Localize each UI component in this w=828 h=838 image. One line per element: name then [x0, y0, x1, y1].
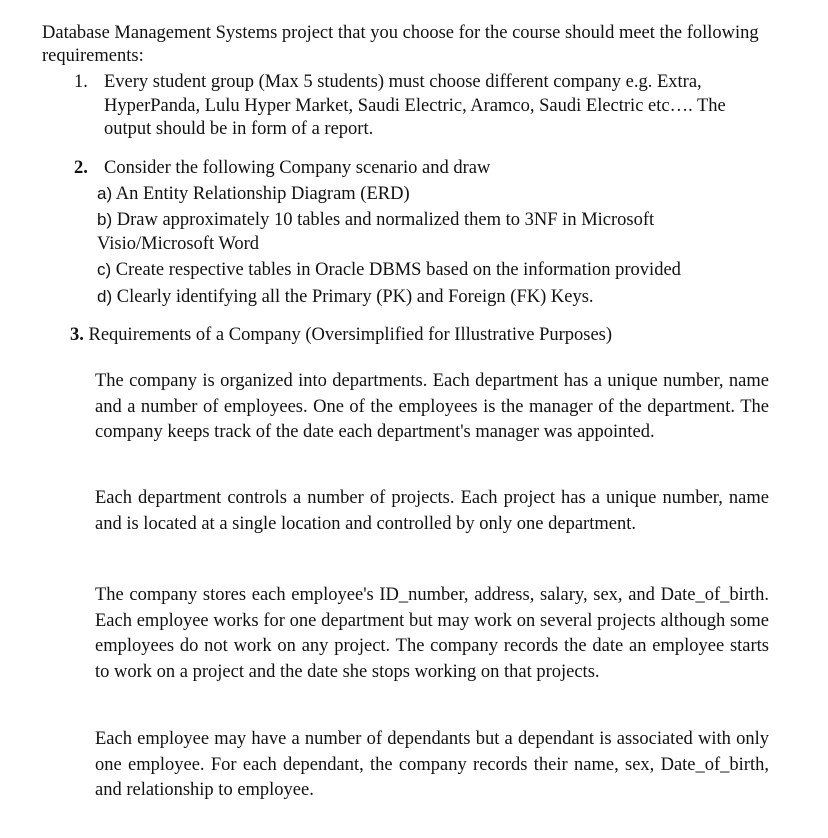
sub-item-a: [97, 182, 757, 206]
sub-item-c: [97, 258, 757, 282]
requirement-3-number: 3.: [70, 325, 84, 345]
scenario-paragraph-employees: The company stores each employee's ID_number, address, salary, sex, and Date_of_birth. Each employee works for one department but may work on several projects although some employees do not work on any project. The company records the date an employee starts to work on a project and the date she stops working on that projects.: [95, 585, 769, 682]
sub-item-text: An Entity Relationship Diagram (ERD): [115, 184, 410, 204]
sub-item-b: [97, 208, 757, 257]
scenario-paragraph-dependants: Each employee may have a number of dependants but a dependant is associated with only one employee. For each dependant, the company records their name, sex, Date_of_birth, and relationship to employee.: [95, 729, 769, 801]
sub-item-text: Create respective tables in Oracle DBMS based on the information provided: [115, 260, 681, 280]
intro-text: Database Management Systems project that you choose for the course should meet the following requirements:: [42, 23, 759, 66]
requirement-1-number: 1.: [74, 72, 88, 92]
sub-item-label: d): [97, 287, 113, 306]
requirement-3-text: Requirements of a Company (Oversimplified for Illustrative Purposes): [88, 325, 613, 345]
requirement-1-text: Every student group (Max 5 students) must choose different company e.g. Extra, HyperPanda, Lulu Hyper Market, Saudi Electric, Aramco, Saudi Electric etc…. The output should be in form of a report.: [104, 72, 726, 140]
sub-item-text: Clearly identifying all the Primary (PK) and Foreign (FK) Keys.: [116, 287, 594, 307]
sub-item-label: b): [97, 210, 113, 229]
requirement-2-number: 2.: [74, 158, 88, 178]
scenario-paragraph-projects: Each department controls a number of projects. Each project has a unique number, name and is located at a single location and controlled by only one department.: [95, 488, 769, 534]
scenario-paragraph-departments: The company is organized into departments. Each department has a unique number, name and a number of employees. One of the employees is the manager of the department. The company keeps track of the date each department's manager was appointed.: [95, 371, 769, 443]
sub-item-text: Draw approximately 10 tables and normalized them to 3NF in Microsoft Visio/Microsoft Word: [97, 210, 655, 255]
sub-item-d: [97, 285, 757, 309]
requirement-2-text: Consider the following Company scenario and draw: [104, 158, 491, 178]
sub-item-label: c): [97, 260, 112, 279]
sub-item-label: a): [97, 184, 113, 203]
requirement-3: [70, 323, 790, 349]
